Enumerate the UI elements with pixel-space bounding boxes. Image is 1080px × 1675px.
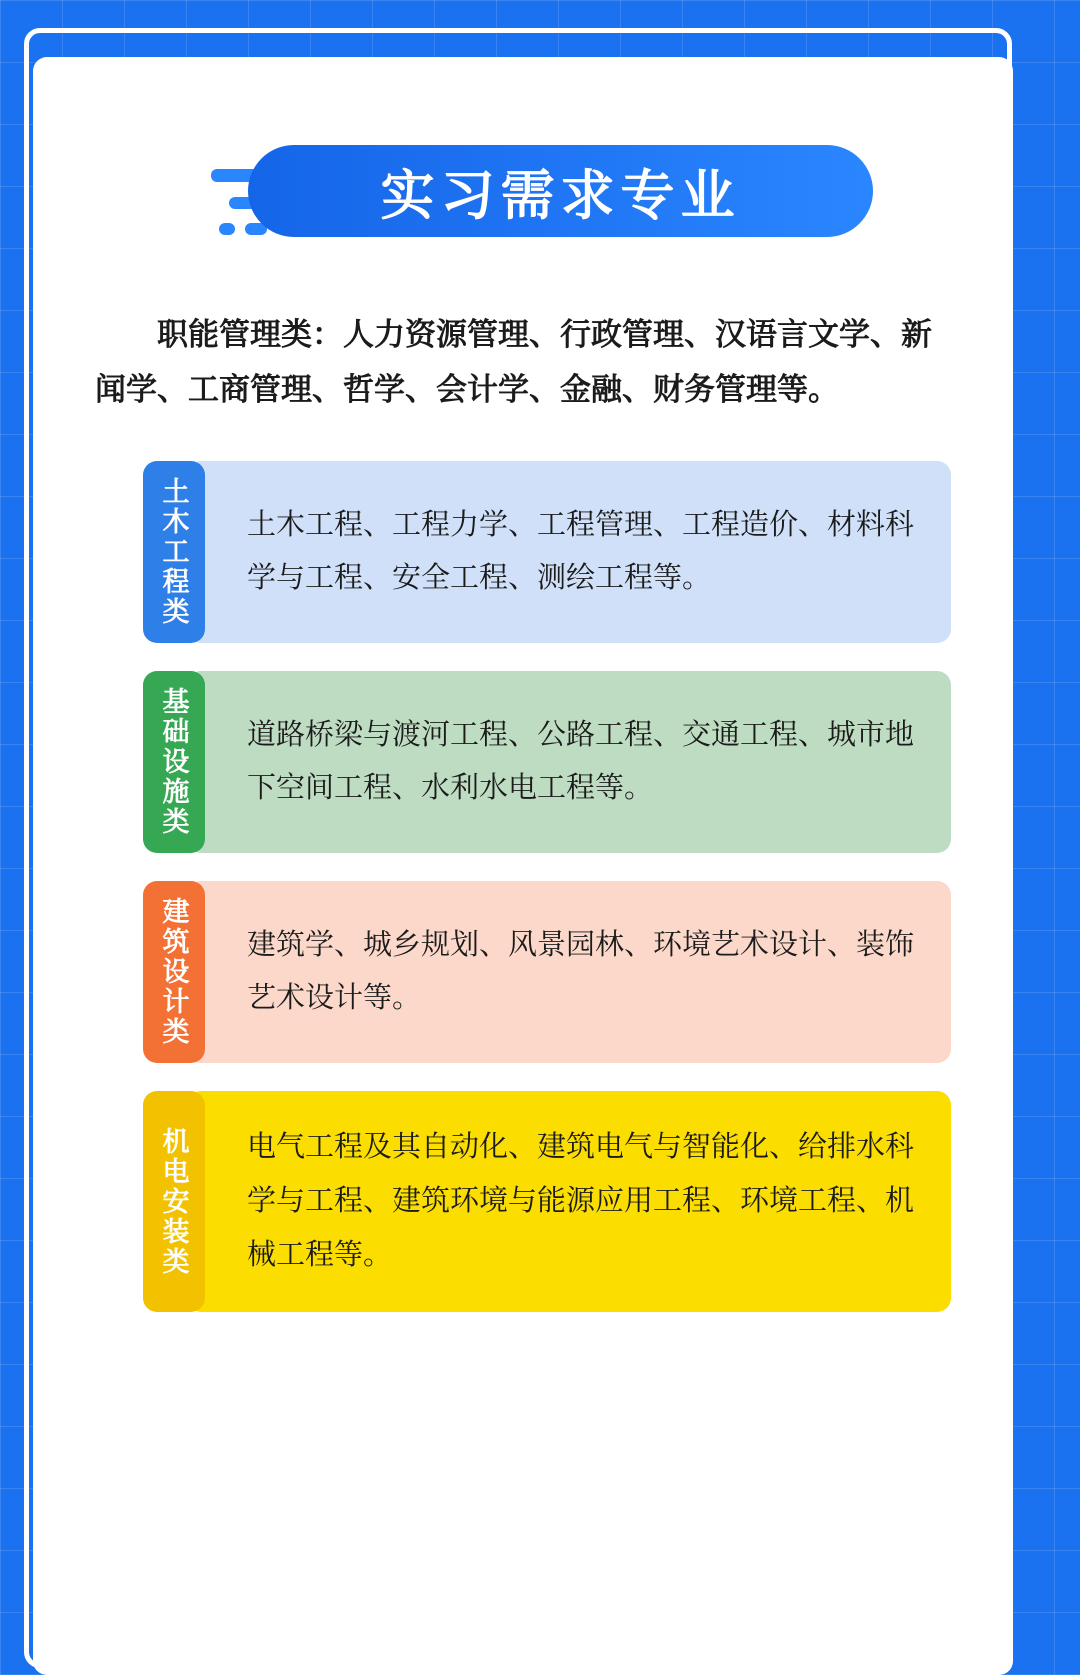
category-label-architecture: 建筑设计类 (143, 881, 205, 1063)
category-label-civil: 土木工程类 (143, 461, 205, 643)
content-card (33, 57, 1013, 1675)
page-title: 实习需求专业 (380, 165, 741, 226)
category-text-architecture: 建筑学、城乡规划、风景园林、环境艺术设计、装饰艺术设计等。 (187, 881, 951, 1063)
category-label-infrastructure: 基础设施类 (143, 671, 205, 853)
title-section (33, 145, 1013, 255)
title-banner (248, 145, 873, 237)
title-decoration-bar-icon (219, 223, 235, 235)
category-text-civil: 土木工程、工程力学、工程管理、工程造价、材料科学与工程、安全工程、测绘工程等。 (187, 461, 951, 643)
list-item (143, 1091, 951, 1312)
list-item (143, 461, 951, 643)
intro-paragraph: 职能管理类：人力资源管理、行政管理、汉语言文学、新闻学、工商管理、哲学、会计学、金融、财务管理等。 (95, 317, 932, 408)
category-label-electromechanical: 机电安装类 (143, 1091, 205, 1312)
category-text-infrastructure: 道路桥梁与渡河工程、公路工程、交通工程、城市地下空间工程、水利水电工程等。 (187, 671, 951, 853)
category-text-electromechanical: 电气工程及其自动化、建筑电气与智能化、给排水科学与工程、建筑环境与能源应用工程、环境工程、机械工程等。 (187, 1091, 951, 1312)
list-item (143, 881, 951, 1063)
category-list (33, 461, 1013, 1312)
list-item (143, 671, 951, 853)
